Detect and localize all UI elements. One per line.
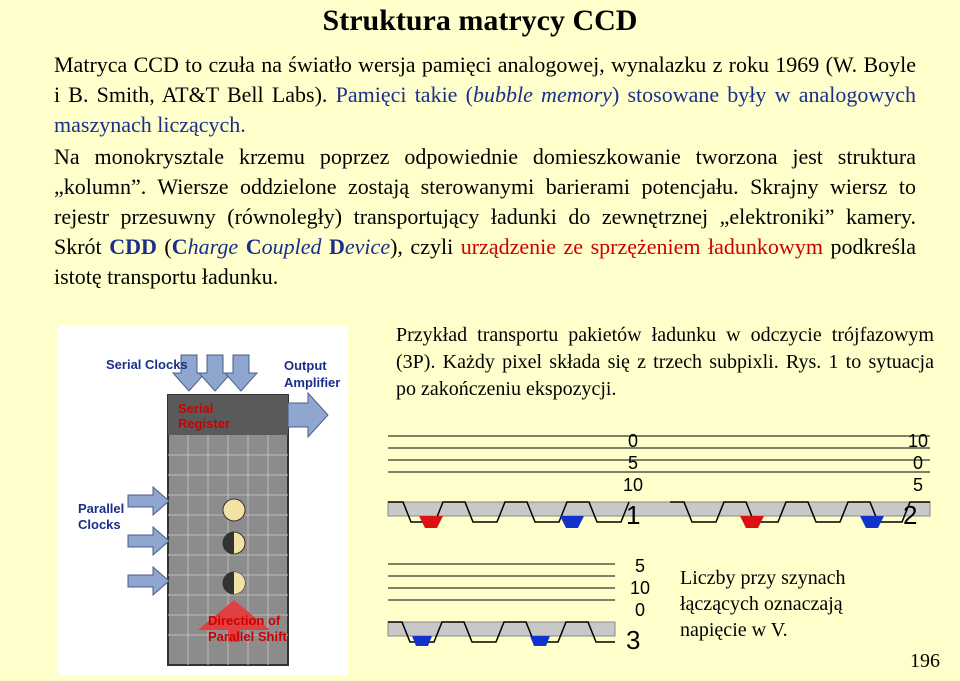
coupled-initial: C — [245, 234, 262, 259]
parallel-clocks-label-1: Parallel — [78, 501, 125, 516]
example-description: Przykład transportu pakietów ładunku w odczycie trójfazowym (3P). Każdy pixel składa się z trzech subpixli. Rys. 1 to sytuacja po zakończeniu ekspozycji. — [396, 324, 934, 400]
cdd-abbrev: CDD — [109, 234, 157, 259]
charge-red-1 — [419, 516, 443, 528]
paren-open: ( — [156, 234, 172, 259]
paragraph-history — [54, 50, 916, 140]
paragraph-structure — [54, 142, 916, 292]
serial-clocks-label: Serial Clocks — [106, 357, 188, 372]
charge-red-2 — [740, 516, 764, 528]
parallel-clock-arrows — [128, 487, 169, 595]
bubble-memory-outro: ) stosowane były w analogowych maszynach liczących. — [54, 82, 916, 137]
w1-voltages: 0 5 10 — [622, 431, 644, 495]
bubble-memory-intro: Pamięci takie ( — [327, 82, 473, 107]
structure-end: podkreśla istotę transportu ładunku. — [54, 234, 916, 289]
bubble-memory-term: bubble memory — [472, 82, 612, 107]
page-number: 196 — [910, 650, 940, 672]
w2-voltages: 10 0 5 — [907, 431, 929, 495]
phase-circles — [223, 499, 245, 594]
w3-voltages: 5 10 0 — [629, 556, 651, 620]
ccd-diagram — [58, 325, 348, 675]
charge-blue-2 — [860, 516, 884, 528]
direction-label-1: Direction of — [208, 613, 281, 628]
w1-number: 1 — [626, 500, 641, 530]
charge-blue-3 — [412, 636, 432, 646]
parallel-clocks-label-2: Clocks — [78, 517, 121, 532]
voltage-caption: Liczby przy szynach łączących oznaczają napięcie w V. — [680, 567, 846, 641]
charge-rest: harge — [187, 234, 246, 259]
history-text: Matryca CCD to czuła na światło wersja pamięci analogowej, wynalazku z roku 1969 (W. Boyle i B. Smith, AT&T Bell Labs). — [54, 52, 916, 107]
coupled-rest: oupled — [261, 234, 322, 259]
paren-close: ), czyli — [390, 234, 461, 259]
device-initial: D — [329, 234, 345, 259]
serial-register-label-2: Register — [178, 416, 231, 431]
direction-label-2: Parallel Shift — [208, 629, 287, 644]
serial-register-label-1: Serial — [178, 401, 214, 416]
slide-title: Struktura matrycy CCD — [322, 4, 638, 37]
bus-lines-3 — [388, 564, 615, 600]
structure-text: Na monokrysztale krzemu poprzez odpowiednie domieszkowanie tworzona jest struktura „kolumn”. Wiersze oddzielone zostają sterowanymi barierami potencjału. Skrajny wiersz to rejestr przesuwny (równoległy) transportujący ładunki do zewnętrznej „elektroniki” kamery. Skrót — [54, 144, 916, 259]
bus-lines-1-2 — [388, 436, 930, 472]
waveform-1-2 — [380, 418, 940, 548]
output-label-2: Amplifier — [284, 375, 341, 390]
w2-number: 2 — [903, 500, 918, 530]
polish-term: urządzenie ze sprzężeniem ładunkowym — [460, 234, 823, 259]
device-rest: evice — [344, 234, 391, 259]
charge-initial: C — [171, 234, 188, 259]
charge-blue-1 — [560, 516, 584, 528]
charge-blue-4 — [530, 636, 550, 646]
output-label-1: Output — [284, 358, 327, 373]
w3-number: 3 — [626, 625, 641, 655]
